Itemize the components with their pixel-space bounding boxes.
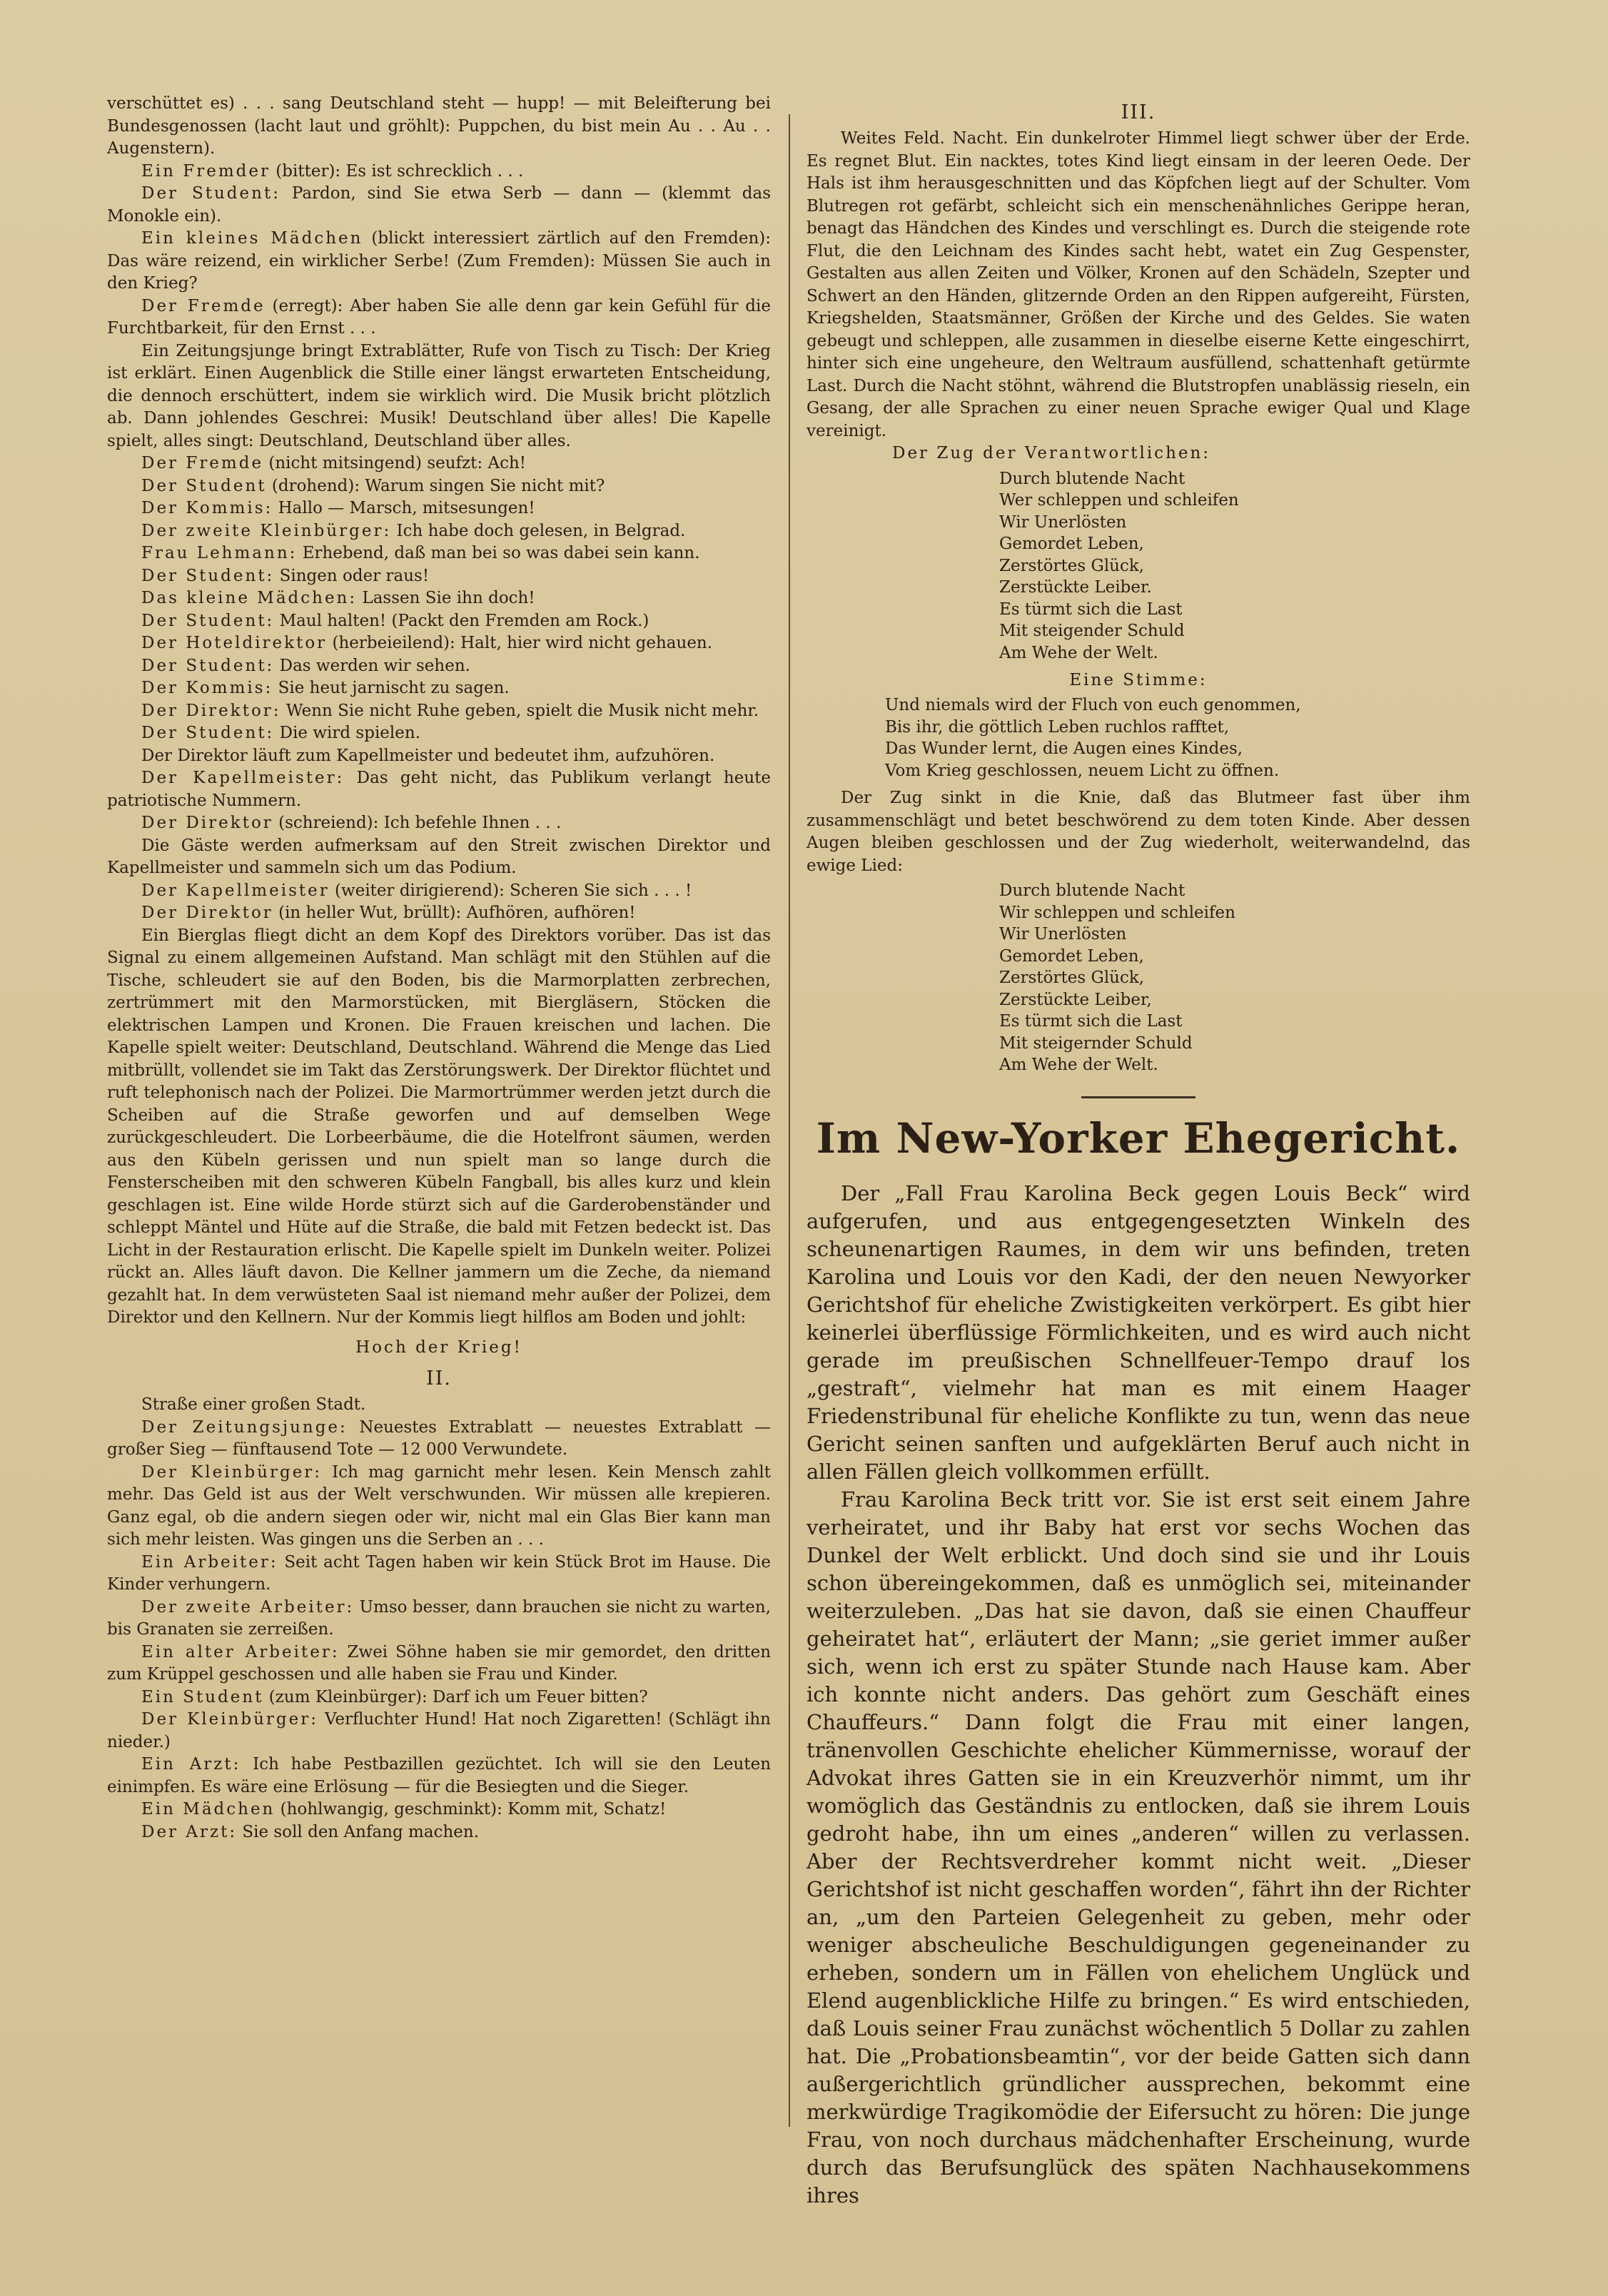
speaker: Der Kleinbürger: xyxy=(141,1462,323,1482)
speaker: Der Zug der Verantwortlichen: xyxy=(892,444,1211,462)
verse-line: Mit steigernder Schuld xyxy=(999,1033,1193,1053)
right-column xyxy=(806,93,1470,2210)
verse-line: Vom Krieg geschlossen, neuem Licht zu öffnen. xyxy=(885,761,1280,780)
dialogue-line: Der Student: Singen oder raus! xyxy=(141,566,430,585)
verse-line: Und niemals wird der Fluch von euch genommen, xyxy=(885,696,1301,714)
dialogue-line: Der Kommis: Hallo — Marsch, mitsesungen! xyxy=(141,499,535,517)
speaker: Frau Lehmann: xyxy=(141,544,298,562)
verse-line: Gemordet Leben, xyxy=(999,535,1144,553)
stage-direction: Ein Zeitungsjunge bringt Extrablätter, Rufe von Tisch zu Tisch: Der Krieg ist erklärt. Einen Augenblick die Stille einer längst erwarteten Entscheidung, die dennoch erschüttert, indem sie wirklich wird. Die Musik bricht plötzlich ab. Dann johlendes Geschrei: Musik! Deutschland über alles! Die Kapelle spielt, alles singt: Deutschland, Deutschland über alles. xyxy=(107,341,771,450)
dialogue-line: Der zweite Arbeiter: Umso besser, dann brauchen sie nicht zu warten, bis Granaten sie zerreißen. xyxy=(107,1597,771,1639)
paragraph: verschüttet es) . . . sang Deutschland steht — hupp! — mit Beleifterung bei Bundesgenossen (lacht laut und gröhlt): Puppchen, du bist mein Au . . Au . . Augenstern). xyxy=(107,94,771,158)
dialogue-line: Der Fremde (erregt): Aber haben Sie alle denn gar kein Gefühl für die Furchtbarkeit, für den Ernst . . . xyxy=(107,296,771,338)
speaker: Der Kapellmeister: xyxy=(141,769,345,787)
verse-line: Zerstückte Leiber, xyxy=(999,990,1152,1009)
dialogue-line: Frau Lehmann: Erhebend, daß man bei so was dabei sein kann. xyxy=(141,544,700,562)
speaker: Ein Student xyxy=(141,1687,264,1706)
verse-line: Durch blutende Nacht xyxy=(999,881,1185,900)
section-number: III. xyxy=(1121,101,1156,123)
speaker: Der Fremde xyxy=(141,454,264,472)
speaker: Eine Stimme: xyxy=(1069,671,1208,689)
stage-direction: Der Direktor läuft zum Kapellmeister und bedeutet ihm, aufzuhören. xyxy=(141,746,715,765)
speaker: Ein Fremder xyxy=(141,161,270,181)
dialogue-line: Der Direktor (schreiend): Ich befehle Ihnen . . . xyxy=(141,814,562,832)
dialogue-line: Der Direktor: Wenn Sie nicht Ruhe geben, spielt die Musik nicht mehr. xyxy=(141,701,759,720)
dialogue-line: Der Student: Das werden wir sehen. xyxy=(141,656,470,675)
verse-line: Bis ihr, die göttlich Leben ruchlos rafftet, xyxy=(885,717,1230,737)
verse-line: Gemordet Leben, xyxy=(999,946,1144,966)
article-heading: Im New-Yorker Ehegericht. xyxy=(816,1113,1461,1163)
verse-block xyxy=(885,694,1470,782)
left-column xyxy=(107,93,771,1844)
dialogue-line: Der Kleinbürger: Ich mag garnicht mehr lesen. Kein Mensch zahlt mehr. Das Geld ist aus der Welt verschwunden. Wir müssen alle krepieren. Ganz egal, ob die andern siegen oder wir, nicht mal ein Glas Bier kann man sich mehr leisten. Was gingen uns die Serben an . . . xyxy=(107,1462,772,1549)
verse-line: Durch blutende Nacht xyxy=(999,469,1185,488)
verse-line: Wir schleppen und schleifen xyxy=(999,903,1235,922)
verse-line: Am Wehe der Welt. xyxy=(999,1056,1158,1074)
verse-line: Mit steigender Schuld xyxy=(999,622,1185,640)
speaker: Der Student: xyxy=(141,566,275,585)
verse-line: Zerstörtes Glück, xyxy=(999,556,1145,575)
speaker: Der Arzt: xyxy=(141,1822,238,1841)
stage-direction: Die Gäste werden aufmerksam auf den Streit zwischen Direktor und Kapellmeister und sammeln sich um das Podium. xyxy=(107,836,771,877)
speaker: Der Kommis: xyxy=(141,499,273,517)
dialogue-line: Der Kleinbürger: Verfluchter Hund! Hat noch Zigaretten! (Schlägt ihn nieder.) xyxy=(107,1710,771,1751)
dialogue-line: Ein Arzt: Ich habe Pestbazillen gezüchtet. Ich will sie den Leuten einimpfen. Es wäre eine Erlösung — für die Besiegten und die Sieger. xyxy=(107,1755,772,1796)
speaker: Der Fremde xyxy=(141,296,266,315)
dialogue-line: Ein Arbeiter: Seit acht Tagen haben wir kein Stück Brot im Hause. Die Kinder verhungern. xyxy=(107,1552,771,1594)
speaker: Der Student: xyxy=(141,611,275,630)
dialogue-line: Der Fremde (nicht mitsingend) seufzt: Ach! xyxy=(141,454,527,472)
speaker: Ein Mädchen xyxy=(141,1800,275,1819)
dialogue-line: Der zweite Kleinbürger: Ich habe doch gelesen, in Belgrad. xyxy=(141,521,686,540)
dialogue-line: Der Kommis: Sie heut jarnischt zu sagen. xyxy=(141,679,510,697)
speaker: Der Kapellmeister xyxy=(141,881,330,900)
speaker: Der zweite Kleinbürger: xyxy=(141,521,392,540)
speaker: Der Student xyxy=(141,476,267,495)
dialogue-line: Der Student: Die wird spielen. xyxy=(141,724,420,742)
speaker: Der Kleinbürger: xyxy=(141,1710,319,1729)
verse-line: Es türmt sich die Last xyxy=(999,600,1183,619)
speaker: Ein Arbeiter: xyxy=(141,1552,278,1572)
dialogue-line: Das kleine Mädchen: Lassen Sie ihn doch! xyxy=(141,589,535,607)
verse-line: Wir Unerlösten xyxy=(999,512,1127,532)
verse-line: Zerstückte Leiber. xyxy=(999,578,1152,597)
dialogue-line: Der Kapellmeister: Das geht nicht, das Publikum verlangt heute patriotische Nummern. xyxy=(107,769,771,810)
speaker: Der Student: xyxy=(141,184,280,203)
stage-direction: Weites Feld. Nacht. Ein dunkelroter Himmel liegt schwer über der Erde. Es regnet Blut. Ein nacktes, totes Kind liegt einsam in der leeren Oede. Der Hals ist ihm herausgeschnitten und das Köpfchen liegt auf der Schulter. Vom Blutregen rot gefärbt, schleicht sich ein menschenähnliches Gerippe heran, benagt das Händchen des Kindes und verschlingt es. Durch die steigende rote Flut, die den Leichnam des Kindes sacht hebt, watet ein Zug Gespenster, Gestalten aus allen Zeiten und Völker, Kronen auf den Schädeln, Szepter und Schwert an den Händen, glitzernde Orden an den Rippen aufgereiht, Fürsten, Kriegshelden, Staatsmänner, Größen der Kirche und des Geldes. Sie waten gebeugt und schleppen, alle zusammen in dieselbe eiserne Kette eingeschirrt, hinter sich eine ungeheure, den Weltraum ausfüllend, schattenhaft getürmte Last. Durch die Nacht stöhnt, während die Blutstropfen unablässig rieseln, ein Gesang, der alle Sprachen zu einer neuen Sprache ewiger Qual und Klage vereinigt. xyxy=(806,129,1470,440)
speaker: Der Zeitungsjunge: xyxy=(141,1417,348,1437)
dialogue-line: Der Student: Pardon, sind Sie etwa Serb — dann — (klemmt das Monokle ein). xyxy=(107,184,771,226)
dialogue-line: Der Kapellmeister (weiter dirigierend): Scheren Sie sich . . . ! xyxy=(141,881,692,900)
paragraph: Der „Fall Frau Karolina Beck gegen Louis Beck“ wird aufgerufen, und aus entgegengesetzten Winkeln des scheunenartigen Raumes, in dem wir uns befinden, treten Karolina und Louis vor den Kadi, der den neuen Newyorker Gerichtshof für eheliche Zwistigkeiten verkörpert. Es gibt hier keinerlei überflüssige Förmlichkeiten, und es wird auch nicht gerade im preußischen Schnellfeuer-Tempo drauf los „gestraft“, vielmehr hat man es mit einem Haager Friedenstribunal für eheliche Konflikte zu tun, wenn das neue Gericht seinen sanften und aufgeklärten Beruf auch nicht in allen Fällen gleich vollkommen erfüllt. xyxy=(806,1180,1470,1484)
section-number: II. xyxy=(426,1367,452,1390)
dialogue-line: Der Student (drohend): Warum singen Sie nicht mit? xyxy=(141,476,605,495)
dialogue-line: Der Hoteldirektor (herbeieilend): Halt, hier wird nicht gehauen. xyxy=(141,634,713,652)
speaker: Der Kommis: xyxy=(141,679,273,697)
verse-block xyxy=(999,880,1470,1076)
dialogue-line: Ein alter Arbeiter: Zwei Söhne haben sie mir gemordet, den dritten zum Krüppel geschossen und alle haben sie Frau und Kinder. xyxy=(107,1642,772,1684)
paragraph: Frau Karolina Beck tritt vor. Sie ist erst seit einem Jahre verheiratet, und ihr Baby hat erst vor sechs Wochen das Dunkel der Welt erblickt. Und doch sind sie und ihr Louis schon übereingekommen, daß es unmöglich sei, miteinander weiterzuleben. „Das hat sie davon, daß sie einen Chauffeur geheiratet hat“, erläutert der Mann; „sie geriet immer außer sich, wenn ich erst zu später Stunde nach Hause kam. Aber ich konnte nicht anders. Das gehört zum Geschäft eines Chauffeurs.“ Dann folgt die Frau mit einer langen, tränenvollen Geschichte ehelicher Kümmernisse, worauf der Advokat ihres Gatten sie in ein Kreuzverhör nimmt, um ihr womöglich das Geständnis zu entlocken, daß sie ihrem Louis gedroht habe, ihn um eines „anderen“ willen zu verlassen. Aber der Rechtsverdreher kommt nicht weit. „Dieser Gerichtshof ist nicht geschaffen worden“, fährt ihn der Richter an, „um den Parteien Gelegenheit zu geben, mehr oder weniger abscheuliche Beschuldigungen gegeneinander zu erheben, sondern um in Fällen von ehelichem Unglück und Elend augenblickliche Hilfe zu bringen.“ Es wird entschieden, daß Louis seiner Frau zunächst wöchentlich 5 Dollar zu zahlen hat. Die „Probationsbeamtin“, vor der beide Gatten sich dann außergerichtlich gründlicher aussprechen, bekommt eine merkwürdige Tragikomödie der Eifersucht zu hören: Die junge Frau, von noch durchaus mädchenhafter Erscheinung, wurde durch das Berufsunglück des späten Nachhausekommens ihres xyxy=(806,1487,1470,2208)
column-divider xyxy=(789,114,790,2127)
section-rule xyxy=(1081,1096,1195,1098)
verse-line: Wir Unerlösten xyxy=(999,925,1127,944)
article-body xyxy=(806,1180,1470,2210)
stage-direction: Ein Bierglas fliegt dicht an dem Kopf des Direktors vorüber. Das ist das Signal zu einem allgemeinen Aufstand. Man schlägt mit den Stühlen auf die Tische, schleudert sie auf den Boden, bis die Marmorplatten zerbrechen, zertrümmert mit den Marmorstücken, mit Biergläsern, Stöcken die elektrischen Lampen und Kronen. Die Frauen kreischen und lachen. Die Kapelle spielt weiter: Deutschland, Deutschland. Während die Menge das Lied mitbrüllt, vollendet sie im Takt das Zerstörungswerk. Der Direktor flüchtet und ruft telephonisch nach der Polizei. Die Marmortrümmer werden jetzt durch die Scheiben auf die Straße geworfen und auf demselben Wege zurückgeschleudert. Die Lorbeerbäume, die die Hotelfront säumen, werden aus den Kübeln gerissen und nun spielt man so lange durch die Fensterscheiben mit den schweren Kübeln Fangball, bis alles kurz und klein geschlagen ist. Eine wilde Horde stürzt sich auf die Garderobenständer und schleppt Mäntel und Hüte auf die Straße, die bald mit Fetzen bedeckt ist. Das Licht in der Restauration erlischt. Die Kapelle spielt im Dunkeln weiter. Polizei rückt an. Alles läuft davon. Die Kellner jammern um die Zeche, da niemand gezahlt hat. In dem verwüsteten Saal ist niemand mehr außer der Polizei, dem Direktor und den Kellnern. Nur der Kommis liegt hilflos am Boden und johlt: xyxy=(107,926,771,1327)
speaker: Ein kleines Mädchen xyxy=(141,229,363,248)
speaker: Der Student: xyxy=(141,656,275,675)
verse-block xyxy=(999,468,1470,664)
dialogue-line: Der Zeitungsjunge: Neuestes Extrablatt — neuestes Extrablatt — großer Sieg — fünftausend Tote — 12 000 Verwundete. xyxy=(107,1417,771,1459)
dialogue-line: Ein Fremder (bitter): Es ist schrecklich . . . xyxy=(141,161,524,181)
dialogue-line: Der Student: Maul halten! (Packt den Fremden am Rock.) xyxy=(141,611,649,630)
dialogue-line: Der Direktor (in heller Wut, brüllt): Aufhören, aufhören! xyxy=(141,904,636,922)
speaker: Ein Arzt: xyxy=(141,1755,241,1774)
verse-line: Das Wunder lernt, die Augen eines Kindes, xyxy=(885,739,1243,758)
verse-line: Am Wehe der Welt. xyxy=(999,643,1158,662)
cry-line: Hoch der Krieg! xyxy=(355,1337,522,1357)
dialogue-line: Ein Student (zum Kleinbürger): Darf ich um Feuer bitten? xyxy=(141,1687,648,1706)
verse-line: Zerstörtes Glück, xyxy=(999,969,1145,987)
speaker: Ein alter Arbeiter: xyxy=(141,1642,340,1662)
speaker: Das kleine Mädchen: xyxy=(141,589,358,607)
dialogue-line: Ein Mädchen (hohlwangig, geschminkt): Komm mit, Schatz! xyxy=(141,1800,667,1819)
verse-line: Es türmt sich die Last xyxy=(999,1012,1183,1031)
speaker: Der Student: xyxy=(141,724,275,742)
dialogue-line: Der Arzt: Sie soll den Anfang machen. xyxy=(141,1822,480,1841)
stage-direction: Der Zug sinkt in die Knie, daß das Blutmeer fast über ihm zusammenschlägt und betet beschwörend zu dem toten Kinde. Aber dessen Augen bleiben geschlossen und der Zug wiederholt, weiterwandelnd, das ewige Lied: xyxy=(806,789,1470,875)
speaker: Der zweite Arbeiter: xyxy=(141,1597,355,1617)
verse-line: Wer schleppen und schleifen xyxy=(999,491,1239,510)
speaker: Der Hoteldirektor xyxy=(141,634,328,652)
speaker: Der Direktor xyxy=(141,814,273,832)
stage-direction: Straße einer großen Stadt. xyxy=(141,1395,366,1414)
dialogue-line: Ein kleines Mädchen (blickt interessiert zärtlich auf den Fremden): Das wäre reizend, ein wirklicher Serbe! (Zum Fremden): Müssen Sie auch in den Krieg? xyxy=(107,229,771,293)
speaker: Der Direktor xyxy=(141,904,273,922)
speaker: Der Direktor: xyxy=(141,701,281,720)
